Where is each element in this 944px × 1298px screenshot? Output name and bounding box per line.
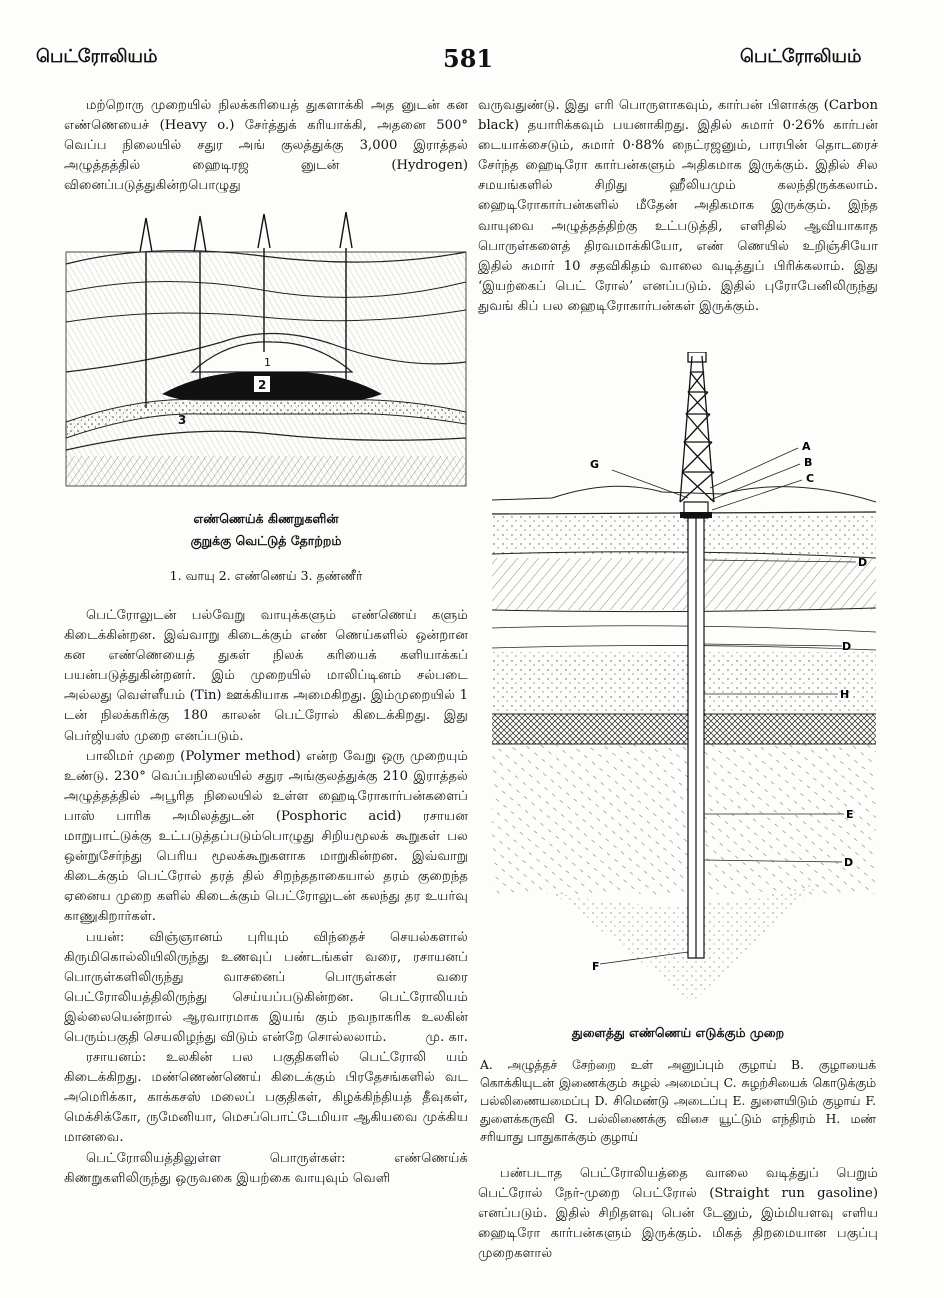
figure-label: F: [592, 960, 600, 973]
figure-caption: துளைத்து எண்ணெய் எடுக்கும் முறை: [571, 1025, 785, 1040]
left-column-body: [64, 606, 468, 1189]
paragraph: பாலிமர் முறை (Polymer method) என்ற வேறு ஒரு முறையும் உண்டு. 230° வெப்பநிலையில் சதுர அங்குலத்துக்கு 210 இராத்தல் அழுத்தத்தில் அபூரித நிலையில் உள்ள ஹைடிரோகார்பன்களைப் பாஸ் பாரிக அமிலத்துடன் (Posphoric acid) ரசாயன மாறுபாட்டுக்கு உட்படுத்தப்படும்பொழுது சிறியமூலக் கூறுகள் பல ஒன்றுசேர்ந்து பெரிய மூலக்கூறுகளாக மாறுகின்றன. இவ்வாறு கிடைக்கும் பெட்ரோல் தரத் தில் சிறந்ததாகையால் தரம் குறைந்த ஏனைய முறை களில் கிடைக்கும் பெட்ரோலுடன் கலந்து தர உயர்வு காணுகிறார்கள்.: [64, 748, 468, 925]
figure-label: H: [840, 688, 850, 701]
paragraph-text: பயன்: விஞ்ஞானம் புரியும் விந்தைச் செயல்களால் கிருமிகொல்லியிலிருந்து உணவுப் பண்டங்கள் வரை, ரசாயனப் பொருள்களிலிருந்து வாசனைப் பொருள்கள் வரை பெட்ரோலியத்திலிருந்து செய்யப்படுகின்றன. பெட்ரோலியம் இல்லையென்றால் ஆரவாரமாக இயங் கும் நவநாகரிக உலகின் பெரும்பகுதி செயலிழந்து விடும் என்றே சொல்லலாம்.: [64, 929, 468, 1045]
figure-label: 2: [258, 378, 267, 392]
author-initials: மு. கா.: [425, 1029, 468, 1045]
paragraph: பெட்ரோலியத்திலுள்ள பொருள்கள்: எண்ணெய்க் கிணறுகளிலிருந்து ஒருவகை இயற்கை வாயுவும் வெளி: [64, 1150, 468, 1186]
figure-label: A: [802, 440, 811, 453]
paragraph: ரசாயனம்: உலகின் பல பகுதிகளில் பெட்ரோலி யம் கிடைக்கிறது. மண்ணெண்ணெய் கிடைக்கும் பிரதேசங்களில் வட அமெரிக்கா, காக்கசஸ் மலைப் பகுதிகள், கிழக்கிந்தியத் தீவுகள், மெக்சிக்கோ, ருமேனியா, மெசப்பொட்டேமியா ஆகியவை முக்கிய மானவை.: [64, 1050, 468, 1146]
drilling-rig-figure: [492, 352, 876, 1012]
figure-label: D: [858, 556, 868, 569]
paragraph: பண்படாத பெட்ரோலியத்தை வாலை வடித்துப் பெறும் பெட்ரோல் நேர்-முறை பெட்ரோல் (Straight run gasoline) எனப்படும். இதில் சிறிதளவு பென் டேனும், இம்மியளவு எளிய ஹைடிரோ கார்பன்களும் இருக்கும். மிகத் திறமையான பகுப்பு முறைகளால்: [478, 1166, 878, 1262]
caption-line: எண்ணெய்க் கிணறுகளின்: [193, 511, 339, 526]
figure-legend: A. அழுத்தச் சேற்றை உள் அனுப்பும் குழாய் B. குழாயைக் கொக்கியுடன் இணைக்கும் சுழல் அமைப்பு C. சுழற்சியைக் கொடுக்கும் பல்லிணையமைப்பு D. சிமெண்டு அடைப்பு E. துளையிடும் குழாய் F. துளைக்கருவி G. பல்லிணைக்கு விசை யூட்டும் எந்திரம் H. மண் சரியாது பாதுகாக்கும் குழாய்: [480, 1058, 876, 1144]
figure-label: C: [806, 472, 815, 485]
figure-label: G: [590, 458, 600, 471]
figure-legend: 1. வாயு 2. எண்ணெய் 3. தண்ணீர்: [169, 568, 363, 583]
paragraph: பெட்ரோலுடன் பல்வேறு வாயுக்களும் எண்ணெய் களும் கிடைக்கின்றன. இவ்வாறு கிடைக்கும் எண் ணெய்களில் ஒன்றான கன எண்ணெயைத் துகள் நிலக் கரியைக் களியாக்கப் பயன்படுத்துகின்றனர். இம் முறையில் மாலிப்டினம் சல்படை அல்லது வெள்ளீயம் (Tin) ஊக்கியாக அமைகிறது. இம்முறையில் 1 டன் நிலக்கரிக்கு 180 காலன் பெட்ரோல் கிடைக்கிறது. இது பெர்ஜியஸ் முறை எனப்படும்.: [64, 608, 468, 744]
figure-label: B: [804, 456, 813, 469]
figure-label: D: [842, 640, 852, 653]
oil-well-cross-section-figure: [62, 212, 470, 490]
figure-label: 3: [178, 413, 187, 427]
figure-label: D: [844, 856, 854, 869]
paragraph: மற்றொரு முறையில் நிலக்கரியைத் துகளாக்கி அத னுடன் கன எண்ணெயைச் (Heavy o.) சேர்த்துக் கரியாக்கி, அதனை 500° வெப்ப நிலையில் சதுர அங் குலத்துக்கு 3,000 இராத்தல் அழுத்தத்தில் ஹைடிரஜ னுடன் (Hydrogen) வினைப்படுத்துகின்றபொழுது: [64, 98, 468, 194]
paragraph: [64, 928, 468, 1049]
running-head-right: பெட்ரோலியம்: [740, 46, 862, 67]
running-head-left: பெட்ரோலியம்: [36, 46, 158, 67]
figure-label: 1: [264, 356, 271, 369]
caption-line: குறுக்கு வெட்டுத் தோற்றம்: [190, 533, 342, 548]
left-column-top: [64, 96, 468, 196]
figure-label: E: [846, 808, 854, 821]
figure-caption: [62, 508, 470, 552]
page-number: 581: [443, 44, 494, 73]
right-column-bottom: [478, 1164, 878, 1264]
right-column-top: [478, 96, 878, 317]
paragraph: வருவதுண்டு. இது எரி பொருளாகவும், கார்பன் பிளாக்கு (Carbon black) தயாரிக்கவும் பயனாகிறது. இதில் சுமார் 0·26% கார்பன் டையாக்சைடும், சுமார் 0·88% நைட்ரஜனும், பாரபின் தொடரைச் சேர்ந்த ஹைடிரோ கார்பன்களும் அதிகமாக இருக்கும். இதில் சில சமயங்களில் சிறிது ஹீலியமும் கலந்திருக்கலாம். ஹைடிரோகார்பன்களில் மீதேன் அதிகமாக இருக்கும். இந்த வாயுவை அழுத்தத்திற்கு உட்படுத்தி, எளிதில் ஆவியாகாத பொருள்களைத் திரவமாக்கியோ, எண் ணெயில் உறிஞ்சியோ இதில் சுமார் 10 சதவிகிதம் வாலை வடித்துப் பிரிக்கலாம். இது ‘இயற்கைப் பெட் ரோல்’ எனப்படும். இதில் புரோபேனிலிருந்து துவங் கிப் பல ஹைடிரோகார்பன்கள் இருக்கும்.: [478, 98, 878, 314]
